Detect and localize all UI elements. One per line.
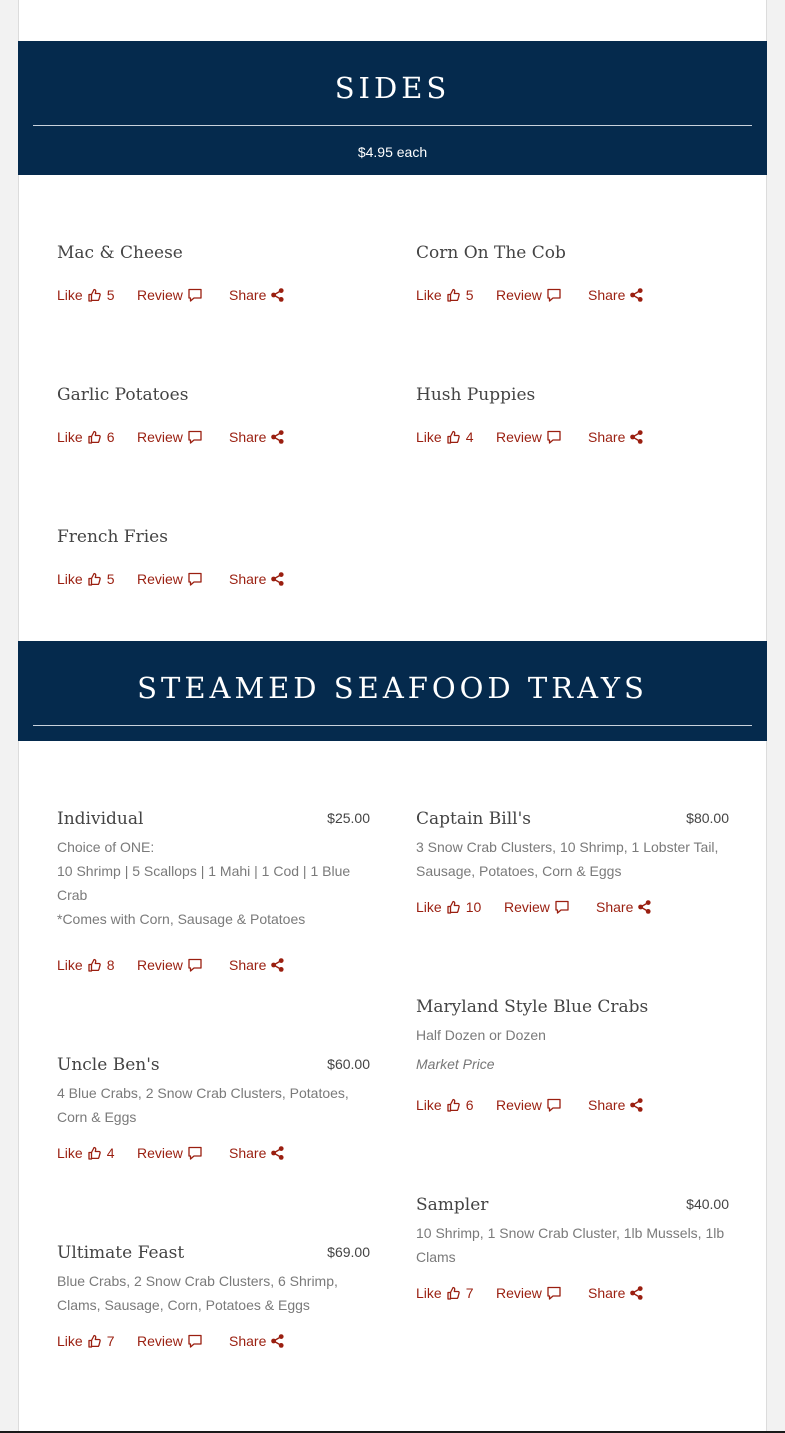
item-description: 3 Snow Crab Clusters, 10 Shrimp, 1 Lobster Tail, Sausage, Potatoes, Corn & Eggs xyxy=(416,839,719,879)
item-name: Uncle Ben's xyxy=(57,1055,160,1075)
like-button[interactable] xyxy=(416,898,481,916)
review-label: Review xyxy=(496,429,542,445)
like-label: Like xyxy=(416,429,442,445)
review-button[interactable] xyxy=(496,1284,561,1302)
market-price-note: Market Price xyxy=(416,1056,495,1072)
like-button[interactable] xyxy=(57,286,114,304)
menu-item xyxy=(57,1242,370,1349)
item-price: $60.00 xyxy=(327,1056,370,1072)
review-label: Review xyxy=(496,1285,542,1301)
share-label: Share xyxy=(588,429,626,445)
like-label: Like xyxy=(57,571,83,587)
trays-header xyxy=(18,641,767,741)
thumbs-up-icon xyxy=(447,1098,460,1112)
menu-item xyxy=(416,996,729,1113)
sides-title: SIDES xyxy=(334,71,451,105)
review-button[interactable] xyxy=(496,428,561,446)
item-name: Garlic Potatoes xyxy=(57,385,189,405)
like-count: 7 xyxy=(465,1285,474,1301)
like-count: 7 xyxy=(106,1333,115,1349)
thumbs-up-icon xyxy=(88,1146,101,1160)
sides-divider xyxy=(33,125,752,126)
item-description: Blue Crabs, 2 Snow Crab Clusters, 6 Shrimp, Clams, Sausage, Corn, Potatoes & Eggs xyxy=(57,1273,338,1313)
review-button[interactable] xyxy=(504,898,569,916)
review-button[interactable] xyxy=(137,428,202,446)
like-button[interactable] xyxy=(416,1284,473,1302)
menu-item xyxy=(57,384,370,445)
like-button[interactable] xyxy=(57,956,114,974)
like-label: Like xyxy=(57,1145,83,1161)
menu-item xyxy=(57,1054,370,1161)
like-button[interactable] xyxy=(57,570,114,588)
share-label: Share xyxy=(588,287,626,303)
share-label: Share xyxy=(229,1333,267,1349)
share-label: Share xyxy=(596,899,634,915)
share-icon xyxy=(638,900,651,914)
sides-header xyxy=(18,41,767,175)
review-label: Review xyxy=(137,957,183,973)
like-button[interactable] xyxy=(416,1096,473,1114)
share-icon xyxy=(630,1098,643,1112)
menu-item xyxy=(416,808,729,915)
thumbs-up-icon xyxy=(88,430,101,444)
share-button[interactable] xyxy=(229,570,284,588)
menu-item xyxy=(416,242,729,303)
thumbs-up-icon xyxy=(88,958,101,972)
description-line: *Comes with Corn, Sausage & Potatoes xyxy=(57,911,306,927)
share-icon xyxy=(271,1146,284,1160)
like-button[interactable] xyxy=(57,1144,114,1162)
like-label: Like xyxy=(57,1333,83,1349)
review-button[interactable] xyxy=(496,286,561,304)
share-button[interactable] xyxy=(588,1284,643,1302)
thumbs-up-icon xyxy=(88,288,101,302)
item-description xyxy=(57,835,370,931)
review-button[interactable] xyxy=(137,286,202,304)
item-name: Ultimate Feast xyxy=(57,1243,185,1263)
share-button[interactable] xyxy=(588,286,643,304)
comment-icon xyxy=(188,430,202,444)
review-label: Review xyxy=(137,287,183,303)
like-label: Like xyxy=(416,1097,442,1113)
item-price: $40.00 xyxy=(686,1196,729,1212)
comment-icon xyxy=(547,288,561,302)
review-button[interactable] xyxy=(137,570,202,588)
like-button[interactable] xyxy=(57,428,114,446)
review-button[interactable] xyxy=(137,1144,202,1162)
menu-item xyxy=(416,384,729,445)
item-price: $69.00 xyxy=(327,1244,370,1260)
share-label: Share xyxy=(229,287,267,303)
review-label: Review xyxy=(137,1145,183,1161)
comment-icon xyxy=(188,288,202,302)
item-name: Hush Puppies xyxy=(416,385,536,405)
comment-icon xyxy=(188,958,202,972)
review-label: Review xyxy=(137,571,183,587)
share-label: Share xyxy=(588,1285,626,1301)
trays-title: STEAMED SEAFOOD TRAYS xyxy=(137,671,648,705)
comment-icon xyxy=(547,1286,561,1300)
share-button[interactable] xyxy=(588,428,643,446)
item-name: Individual xyxy=(57,809,144,829)
review-label: Review xyxy=(137,1333,183,1349)
share-icon xyxy=(271,1334,284,1348)
like-count: 5 xyxy=(465,287,474,303)
share-label: Share xyxy=(229,957,267,973)
like-button[interactable] xyxy=(416,428,473,446)
share-button[interactable] xyxy=(229,286,284,304)
like-button[interactable] xyxy=(57,1332,114,1350)
review-label: Review xyxy=(496,287,542,303)
review-label: Review xyxy=(137,429,183,445)
review-button[interactable] xyxy=(137,1332,202,1350)
share-button[interactable] xyxy=(596,898,651,916)
share-button[interactable] xyxy=(229,956,284,974)
share-icon xyxy=(271,288,284,302)
item-name: French Fries xyxy=(57,527,168,547)
thumbs-up-icon xyxy=(447,900,460,914)
share-icon xyxy=(630,430,643,444)
like-label: Like xyxy=(416,287,442,303)
like-count: 6 xyxy=(465,1097,474,1113)
thumbs-up-icon xyxy=(447,1286,460,1300)
share-icon xyxy=(630,288,643,302)
like-button[interactable] xyxy=(416,286,473,304)
share-button[interactable] xyxy=(229,1144,284,1162)
review-label: Review xyxy=(504,899,550,915)
share-icon xyxy=(271,430,284,444)
like-count: 4 xyxy=(465,429,474,445)
share-icon xyxy=(271,958,284,972)
share-label: Share xyxy=(229,571,267,587)
description-line: Choice of ONE: xyxy=(57,839,155,855)
share-button[interactable] xyxy=(229,1332,284,1350)
like-label: Like xyxy=(416,1285,442,1301)
menu-item xyxy=(57,242,370,303)
item-price: $25.00 xyxy=(327,810,370,826)
like-count: 8 xyxy=(106,957,115,973)
comment-icon xyxy=(547,430,561,444)
share-icon xyxy=(271,572,284,586)
item-name: Corn On The Cob xyxy=(416,243,566,263)
thumbs-up-icon xyxy=(447,430,460,444)
item-description: 10 Shrimp, 1 Snow Crab Cluster, 1lb Mussels, 1lb Clams xyxy=(416,1225,725,1265)
item-name: Captain Bill's xyxy=(416,809,531,829)
like-label: Like xyxy=(416,899,442,915)
thumbs-up-icon xyxy=(88,1334,101,1348)
share-button[interactable] xyxy=(229,428,284,446)
comment-icon xyxy=(188,1334,202,1348)
comment-icon xyxy=(188,572,202,586)
comment-icon xyxy=(555,900,569,914)
like-count: 10 xyxy=(465,899,482,915)
like-count: 5 xyxy=(106,287,115,303)
menu-item xyxy=(57,526,370,587)
share-icon xyxy=(630,1286,643,1300)
like-count: 4 xyxy=(106,1145,115,1161)
menu-item xyxy=(416,1194,729,1301)
like-label: Like xyxy=(57,287,83,303)
item-name: Maryland Style Blue Crabs xyxy=(416,997,649,1017)
review-label: Review xyxy=(496,1097,542,1113)
item-name: Sampler xyxy=(416,1195,489,1215)
review-button[interactable] xyxy=(137,956,202,974)
description-line: 10 Shrimp | 5 Scallops | 1 Mahi | 1 Cod | 1 Blue Crab xyxy=(57,863,351,903)
thumbs-up-icon xyxy=(88,572,101,586)
comment-icon xyxy=(188,1146,202,1160)
share-label: Share xyxy=(229,429,267,445)
item-description: 4 Blue Crabs, 2 Snow Crab Clusters, Potatoes, Corn & Eggs xyxy=(57,1085,349,1125)
share-label: Share xyxy=(588,1097,626,1113)
comment-icon xyxy=(547,1098,561,1112)
item-name: Mac & Cheese xyxy=(57,243,183,263)
share-label: Share xyxy=(229,1145,267,1161)
like-label: Like xyxy=(57,957,83,973)
trays-divider xyxy=(33,725,752,726)
like-label: Like xyxy=(57,429,83,445)
review-button[interactable] xyxy=(496,1096,561,1114)
item-description: Half Dozen or Dozen xyxy=(416,1027,546,1043)
share-button[interactable] xyxy=(588,1096,643,1114)
menu-item xyxy=(57,808,370,973)
sides-price-note: $4.95 each xyxy=(357,144,428,160)
item-price: $80.00 xyxy=(686,810,729,826)
like-count: 6 xyxy=(106,429,115,445)
like-count: 5 xyxy=(106,571,115,587)
thumbs-up-icon xyxy=(447,288,460,302)
